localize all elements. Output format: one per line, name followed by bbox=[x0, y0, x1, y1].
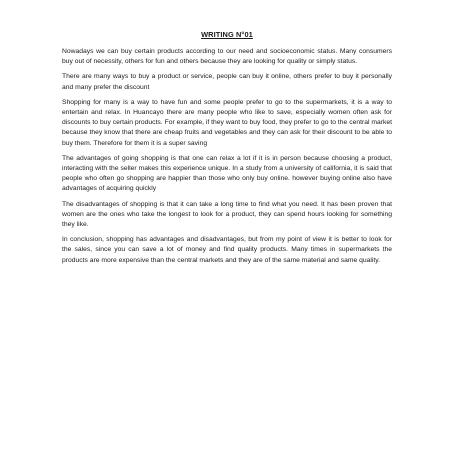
paragraph-disadvantages: The disadvantages of shopping is that it can take a long time to find what you need. It has been proven that women are the ones who take the longest to look for a product, they can spend hours looking for something they like. bbox=[62, 200, 392, 229]
paragraph-advantages: The advantages of going shopping is that one can relax a lot if it is in person because choosing a product, interacting with the seller makes this experience unique. In a study from a university of california, it is said that people who often go shopping are happier than those who only buy online. however buying online also have advantages of acquiring quickly bbox=[62, 154, 392, 193]
paragraph-shopping-fun: Shopping for many is a way to have fun and some people prefer to go to the supermarkets, it is a way to entertain and relax. In Huancayo there are many people who like to save, especially women often ask for discounts to buy certain products. For example, if they want to buy food, they prefer to go to the central market because they know that there are cheap fruits and vegetables and they can ask for their discount to be able to buy them. Therefore for them it is a super saving bbox=[62, 98, 392, 147]
paragraph-intro: Nowadays we can buy certain products according to our need and socioeconomic status. Many consumers buy out of necessity, others for fun and others because they are looking for quality or simply status. bbox=[62, 48, 392, 66]
document-title: WRITING N°01 bbox=[201, 30, 253, 39]
document-page bbox=[62, 30, 392, 271]
paragraph-ways-to-buy: There are many ways to buy a product or service, people can buy it online, others prefer to buy it personally and many prefer the discount bbox=[62, 73, 392, 91]
paragraph-conclusion: In conclusion, shopping has advantages and disadvantages, but from my point of view it is better to look for the sales, since you can save a lot of money and find quality products. Many times in supermarkets the products are more expensive than the central markets and they are of the same material and same quality. bbox=[62, 236, 392, 264]
